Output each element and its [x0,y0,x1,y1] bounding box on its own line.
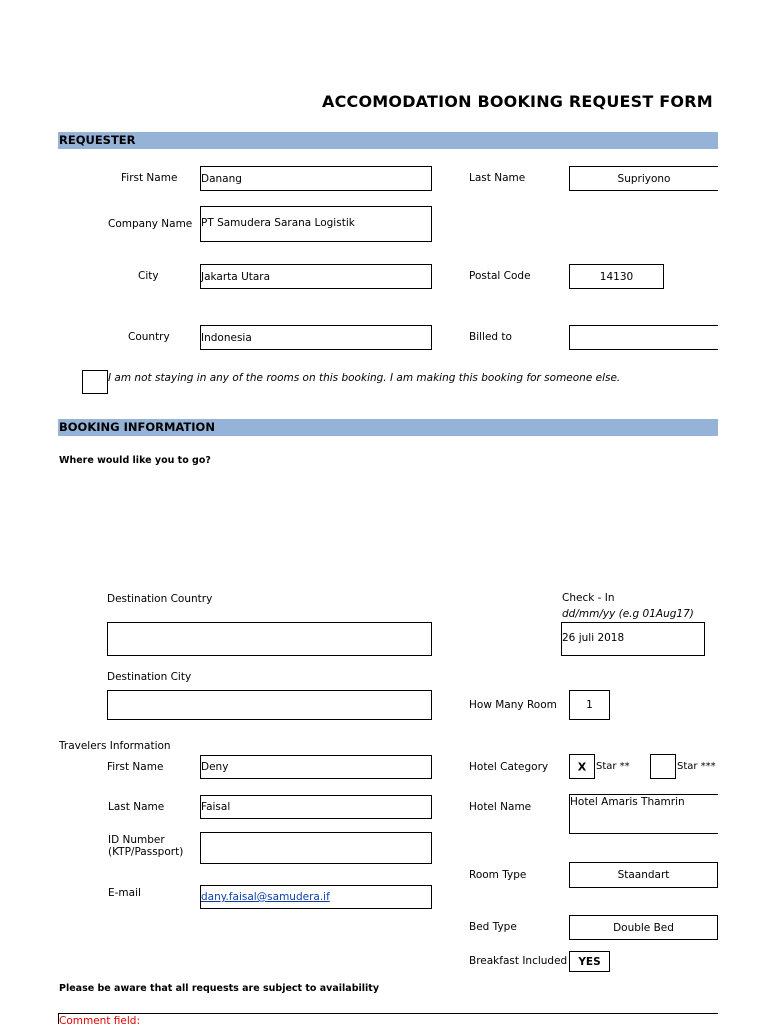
hotel-name-value: Hotel Amaris Thamrin [570,796,685,808]
company-name-value: PT Samudera Sarana Logistik [201,217,355,229]
last-name-field[interactable] [569,166,718,191]
first-name-field[interactable] [200,166,432,191]
destination-city-field[interactable] [107,690,432,720]
company-name-label: Company Name [108,218,193,230]
breakfast-field[interactable] [569,951,610,972]
id-number-sublabel: (KTP/Passport) [108,846,184,858]
country-field[interactable] [200,325,432,350]
bed-type-field[interactable] [569,915,718,940]
first-name-value: Danang [201,172,242,185]
last-name-value: Supriyono [617,172,671,185]
check-in-label: Check - In [562,592,615,604]
email-label: E-mail [108,887,141,899]
postal-code-label: Postal Code [469,270,531,282]
comment-field-label: Comment field: [59,1015,140,1027]
hotel-name-field[interactable] [569,794,718,834]
comment-box-left-edge [58,1014,59,1024]
room-type-field[interactable] [569,862,718,888]
not-staying-text: I am not staying in any of the rooms on this booking. I am making this booking for someone else. [108,372,621,384]
room-type-value: Staandart [617,869,670,881]
email-link[interactable]: dany.faisal@samudera.if [201,891,330,903]
availability-note: Please be aware that all requests are subject to availability [59,983,380,994]
traveler-last-name-label: Last Name [108,801,165,813]
breakfast-value: YES [578,955,601,968]
room-type-label: Room Type [469,869,527,881]
bed-type-label: Bed Type [469,921,517,933]
category-star2-label: Star ** [596,761,630,772]
not-staying-checkbox[interactable] [82,370,108,394]
section-header-booking [58,419,718,436]
category-star3-label: Star *** [677,761,716,772]
destination-country-label: Destination Country [107,593,213,605]
category-star3-checkbox[interactable] [650,754,676,779]
billed-to-label: Billed to [469,331,512,343]
room-count-label: How Many Room [469,699,557,711]
hotel-category-label: Hotel Category [469,761,549,773]
traveler-first-name-value: Deny [201,761,229,773]
hotel-name-label: Hotel Name [469,801,532,813]
traveler-first-name-field[interactable] [200,755,432,779]
country-label: Country [128,331,170,343]
section-title-booking: BOOKING INFORMATION [59,420,215,434]
postal-code-value: 14130 [599,270,634,283]
email-field[interactable] [200,885,432,909]
travelers-info-label: Travelers Information [59,740,171,752]
check-in-field[interactable] [561,622,705,656]
billed-to-field[interactable] [569,325,718,350]
id-number-label: ID Number [108,834,165,846]
traveler-last-name-value: Faisal [201,801,231,813]
company-name-field[interactable] [200,206,432,242]
city-value: Jakarta Utara [201,270,271,283]
where-question: Where would like you to go? [59,455,211,466]
city-label: City [138,270,159,282]
destination-city-label: Destination City [107,671,192,683]
last-name-label: Last Name [469,172,526,184]
city-field[interactable] [200,264,432,289]
destination-country-field[interactable] [107,622,432,656]
comment-divider [58,1013,718,1014]
room-count-value: 1 [586,699,593,711]
bed-type-value: Double Bed [613,921,674,934]
postal-code-field[interactable] [569,264,664,289]
section-header-requester [58,132,718,149]
traveler-first-name-label: First Name [107,761,164,773]
check-in-format-hint: dd/mm/yy (e.g 01Aug17) [562,608,694,620]
id-number-field[interactable] [200,832,432,864]
category-star2-checkbox[interactable] [569,754,595,779]
section-title-requester: REQUESTER [59,133,136,147]
room-count-field[interactable] [569,690,610,720]
traveler-last-name-field[interactable] [200,795,432,819]
country-value: Indonesia [201,331,252,344]
breakfast-label: Breakfast Included [469,955,568,967]
form-title: ACCOMODATION BOOKING REQUEST FORM [322,92,713,111]
check-in-value: 26 juli 2018 [562,632,625,644]
category-star2-mark: X [577,760,587,773]
first-name-label: First Name [121,172,178,184]
